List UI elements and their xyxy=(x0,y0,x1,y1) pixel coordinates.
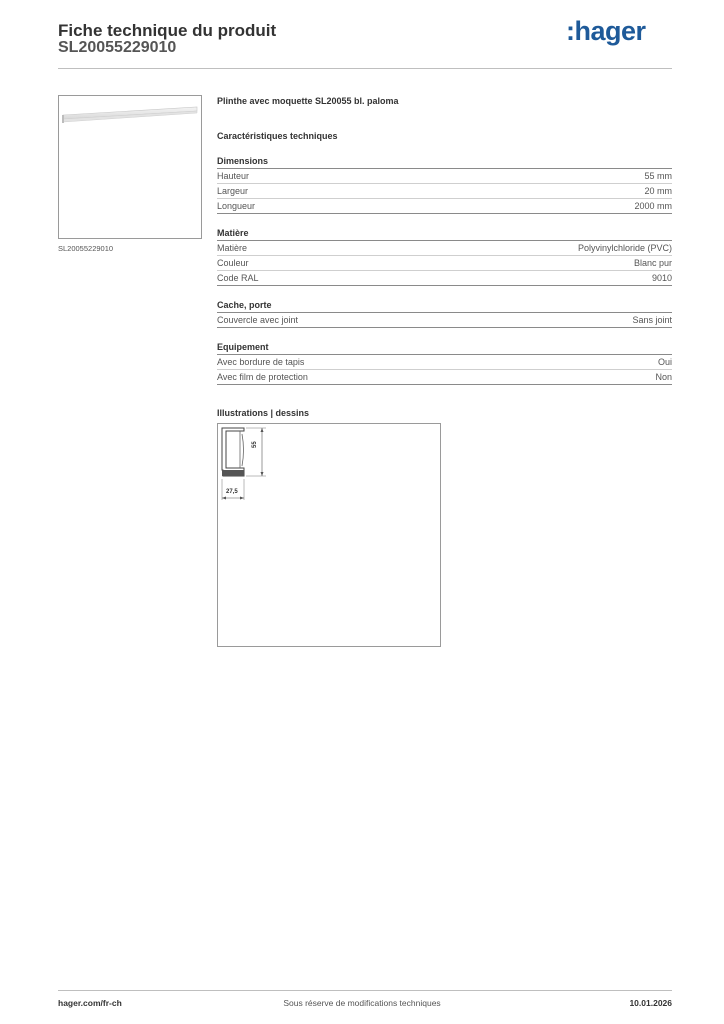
document-subtitle: SL20055229010 xyxy=(58,39,177,56)
spec-row: Matière Polyvinylchloride (PVC) xyxy=(217,241,672,256)
group-dimensions xyxy=(217,155,672,214)
spec-row: Couleur Blanc pur xyxy=(217,256,672,271)
group-title: Matière xyxy=(217,227,672,241)
spec-row: Largeur 20 mm xyxy=(217,184,672,199)
footer-disclaimer: Sous réserve de modifications techniques xyxy=(283,998,441,1008)
spec-row: Hauteur 55 mm xyxy=(217,169,672,184)
dimension-height-label: 55 xyxy=(252,441,258,448)
group-material xyxy=(217,227,672,286)
spec-row: Longueur 2000 mm xyxy=(217,199,672,214)
spec-row: Code RAL 9010 xyxy=(217,271,672,286)
document-title: Fiche technique du produit xyxy=(58,21,277,40)
group-title: Dimensions xyxy=(217,155,672,169)
footer-website-link[interactable]: hager.com/fr-ch xyxy=(58,998,122,1008)
spec-row: Avec film de protection Non xyxy=(217,370,672,385)
group-title: Cache, porte xyxy=(217,299,672,313)
product-details xyxy=(217,95,672,647)
header-divider xyxy=(58,68,672,69)
illustrations-title: Illustrations | dessins xyxy=(217,408,310,418)
footer-divider xyxy=(58,990,672,991)
skirting-board-image-icon xyxy=(59,96,201,238)
product-photo xyxy=(58,95,202,239)
product-name: Plinthe avec moquette SL20055 bl. paloma xyxy=(217,96,399,106)
logo-colon-icon: : xyxy=(566,16,575,46)
hager-logo: :hager xyxy=(566,16,646,46)
group-title: Equipement xyxy=(217,341,672,355)
spec-row: Avec bordure de tapis Oui xyxy=(217,355,672,370)
group-equipment xyxy=(217,341,672,385)
photo-caption: SL20055229010 xyxy=(58,244,114,253)
profile-cross-section-icon xyxy=(218,424,440,646)
group-cover xyxy=(217,299,672,328)
dimension-width-label: 27,5 xyxy=(226,489,238,495)
technical-drawing xyxy=(217,423,441,647)
section-title: Caractéristiques techniques xyxy=(217,131,338,141)
spec-row: Couvercle avec joint Sans joint xyxy=(217,313,672,328)
footer-date: 10.01.2026 xyxy=(629,998,672,1008)
